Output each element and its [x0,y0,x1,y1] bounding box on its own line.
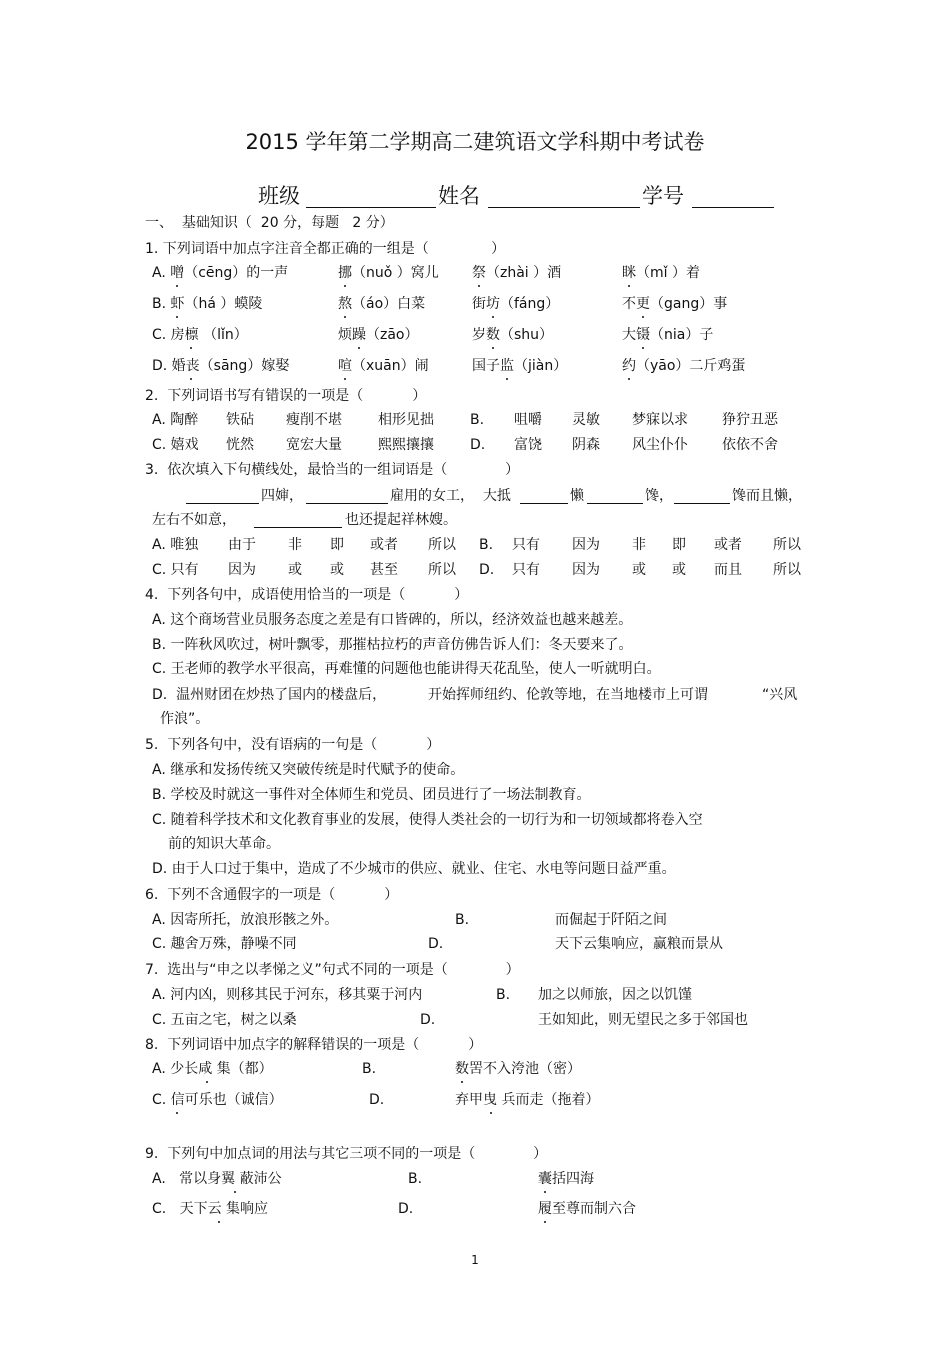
q8-option-b: 数罟不入洿池（密） [455,1061,581,1077]
q3-option: 或者 [370,537,398,553]
q6-option-d-label: D. [428,936,444,952]
section-heading: 一、 基础知识（ 20 分，每题 2 分） [145,215,394,231]
q9-option-d: 履至尊而制六合 [538,1201,636,1217]
emphasis-dot [478,285,480,287]
q6-option-a: A. 因寄所托，放浪形骸之外。 [152,912,339,928]
q3-text: 也还提起祥林嫂。 [345,512,457,528]
emphasis-dot [176,316,178,318]
q2-option: 狰狞丑恶 [722,412,778,428]
q5-option-a: A. 继承和发扬传统又突破传统是时代赋予的使命。 [152,762,465,778]
q3-option: 或 [672,562,686,578]
q8-stem: 8. 下列词语中加点字的解释错误的一项是（ ） [145,1037,483,1053]
name-label: 姓名 [438,184,480,208]
q3-stem: 3. 依次填入下句横线处，最恰当的一组词语是（ ） [145,462,520,478]
q4-option-b: B. 一阵秋风吹过，树叶飘零，那摧枯拉朽的声音仿佛告诉人们：冬天要来了。 [152,637,633,653]
q9-stem: 9. 下列句中加点词的用法与其它三项不同的一项是（ ） [145,1146,548,1162]
q8-option-d: 弃甲曳 兵而走（拖着） [455,1092,600,1108]
q1-option: B. 虾（há ）蟆陵 [152,296,263,312]
q9-option-c: C. 天下云 集响应 [152,1201,269,1217]
q2-stem: 2. 下列词语书写有错误的一项是（ ） [145,388,427,404]
q7-option-d: 王如知此，则无望民之多于邻国也 [538,1012,748,1028]
emphasis-dot [344,285,346,287]
q1-option: 烦躁（zāo） [338,327,419,343]
q7-option-c: C. 五亩之宅，树之以桑 [152,1012,297,1028]
q2-option: C. 嬉戏 [152,437,199,453]
name-blank[interactable] [488,207,640,208]
q7-stem: 7. 选出与“申之以孝悌之义”句式不同的一项是（ ） [145,962,520,978]
q9-option-b-label: B. [408,1171,423,1187]
emphasis-dot [190,347,192,349]
q3-option: 或 [330,562,344,578]
emphasis-dot [344,316,346,318]
emphasis-dot [461,1081,463,1083]
q4-option-d-cont: 作浪”。 [160,711,210,727]
q2-option: 梦寐以求 [632,412,688,428]
q1-option: C. 房檩 （lǐn） [152,327,248,343]
q2-option: A. 陶醉 [152,412,199,428]
q4-option-d-cont: “兴风 [762,687,798,703]
q9-option-d-label: D. [398,1201,414,1217]
q7-option-a: A. 河内凶，则移其民于河东，移其粟于河内 [152,987,423,1003]
q4-option-c: C. 王老师的教学水平很高，再难懂的问题他也能讲得天花乱坠，使人一听就明白。 [152,661,661,677]
emphasis-dot [234,1191,236,1193]
q2-option: 相形见拙 [378,412,434,428]
class-label: 班级 [258,184,300,208]
q2-option: 宽宏大量 [286,437,342,453]
q1-option: 国子监（jiàn） [472,358,568,374]
q3-option: A. 唯独 [152,537,199,553]
q3-text: 馋而且懒， [732,488,802,504]
q1-stem: 1. 下列词语中加点字注音全都正确的一组是（ ） [145,241,506,257]
q2-option: 富饶 [514,437,542,453]
q5-option-b: B. 学校及时就这一事件对全体师生和党员、团员进行了一场法制教育。 [152,787,591,803]
q8-option-d-label: D. [369,1092,385,1108]
q3-text: 左右不如意， [152,512,236,528]
q6-option-b: 而倔起于阡陌之间 [555,912,667,928]
q5-option-c: C. 随着科学技术和文化教育事业的发展，使得人类社会的一切行为和一切领域都将卷入空 [152,812,703,828]
q4-stem: 4. 下列各句中，成语使用恰当的一项是（ ） [145,587,469,603]
id-label: 学号 [642,184,684,208]
q1-option: A. 噌（cēng）的一声 [152,265,289,281]
q4-option-a: A. 这个商场营业员服务态度之差是有口皆碑的，所以，经济效益也越来越差。 [152,612,633,628]
q2-option: 阴森 [572,437,600,453]
fill-blank[interactable] [254,527,342,528]
q3-text: 雇用的女工， 大抵 [390,488,511,504]
q3-option: C. 只有 [152,562,199,578]
q1-option: D. 婚丧（sāng）嫁娶 [152,358,290,374]
emphasis-dot [628,378,630,380]
q2-option: 瘦削不堪 [286,412,342,428]
class-blank[interactable] [306,207,436,208]
q2-option: B. [470,412,485,428]
emphasis-dot [544,1191,546,1193]
q1-option: 熬（áo）白菜 [338,296,426,312]
fill-blank[interactable] [674,503,730,504]
emphasis-dot [492,316,494,318]
q9-option-a: A. 常以身翼 蔽沛公 [152,1171,282,1187]
emphasis-dot [490,1112,492,1114]
q3-option: 只有 [512,537,540,553]
q3-option: 因为 [228,562,256,578]
q2-option: 咀嚼 [514,412,542,428]
q1-option: 眯（mǐ ）着 [622,265,700,281]
q1-option: 不更（gang）事 [622,296,728,312]
q3-option: 所以 [428,562,456,578]
emphasis-dot [176,285,178,287]
q4-option-d-cont: 开始挥师纽约、伦敦等地，在当地楼市上可谓 [428,687,708,703]
q1-option: 岁数（shu） [472,327,554,343]
q3-option: 或者 [714,537,742,553]
q3-option: 所以 [428,537,456,553]
q7-option-b-label: B. [496,987,511,1003]
q1-option: 街坊（fáng） [472,296,560,312]
emphasis-dot [628,285,630,287]
page-number: 1 [471,1253,479,1267]
q3-option: 所以 [773,537,801,553]
q3-option: 因为 [572,537,600,553]
q8-option-a: A. 少长咸 集（都） [152,1061,273,1077]
q3-text: 懒 [570,488,584,504]
q2-option: 熙熙攘攘 [378,437,434,453]
q9-option-b: 囊括四海 [538,1171,594,1187]
emphasis-dot [206,1081,208,1083]
q2-option: D. [470,437,486,453]
fill-blank[interactable] [186,503,259,504]
q7-option-b: 加之以师旅，因之以饥馑 [538,987,692,1003]
q8-option-b-label: B. [362,1061,377,1077]
q5-option-c-cont: 前的知识大革命。 [168,836,280,852]
q3-text: 四婶， [261,488,303,504]
q6-option-c: C. 趣舍万殊，静噪不同 [152,936,297,952]
emphasis-dot [218,1221,220,1223]
q3-option: 因为 [572,562,600,578]
q2-option: 风尘仆仆 [632,437,688,453]
id-blank[interactable] [692,207,774,208]
q3-option: 非 [288,537,302,553]
q3-option: 或 [288,562,302,578]
exam-title: 2015 学年第二学期高二建筑语文学科期中考试卷 [245,130,705,154]
fill-blank[interactable] [520,503,568,504]
q3-option: 非 [632,537,646,553]
q3-option: B. [479,537,494,553]
q1-option: 挪（nuǒ ）窝儿 [338,265,439,281]
emphasis-dot [642,347,644,349]
q3-option: 甚至 [370,562,398,578]
q1-option: 喧（xuān）闹 [338,358,429,374]
q6-option-d: 天下云集响应，赢粮而景从 [555,936,723,952]
q8-option-c: C. 信可乐也（诚信） [152,1092,283,1108]
q3-option: 由于 [228,537,256,553]
q5-stem: 5. 下列各句中，没有语病的一句是（ ） [145,737,441,753]
q3-option: 所以 [773,562,801,578]
q6-stem: 6. 下列不含通假字的一项是（ ） [145,887,399,903]
q4-option-d: D. 温州财团在炒热了国内的楼盘后， [152,687,387,703]
q3-text: 馋， [645,488,673,504]
emphasis-dot [190,378,192,380]
emphasis-dot [176,1112,178,1114]
q1-option: 约（yāo）二斤鸡蛋 [622,358,746,374]
q1-option: 大镊（nia）子 [622,327,714,343]
q2-option: 灵敏 [572,412,600,428]
q3-option: 或 [632,562,646,578]
emphasis-dot [506,378,508,380]
q1-option: 祭（zhài ）酒 [472,265,562,281]
fill-blank[interactable] [306,503,388,504]
q3-option: 而且 [714,562,742,578]
q3-option: 即 [330,537,344,553]
q7-option-d-label: D. [420,1012,436,1028]
q2-option: 铁砧 [226,412,254,428]
q3-option: 即 [672,537,686,553]
q5-option-d: D. 由于人口过于集中，造成了不少城市的供应、就业、住宅、水电等问题日益严重。 [152,861,676,877]
emphasis-dot [344,378,346,380]
q3-option: 只有 [512,562,540,578]
q3-option: D. [479,562,495,578]
q6-option-b-label: B. [455,912,470,928]
emphasis-dot [358,347,360,349]
q2-option: 恍然 [226,437,254,453]
emphasis-dot [492,347,494,349]
q2-option: 依依不舍 [722,437,778,453]
emphasis-dot [544,1221,546,1223]
emphasis-dot [642,316,644,318]
fill-blank[interactable] [587,503,643,504]
